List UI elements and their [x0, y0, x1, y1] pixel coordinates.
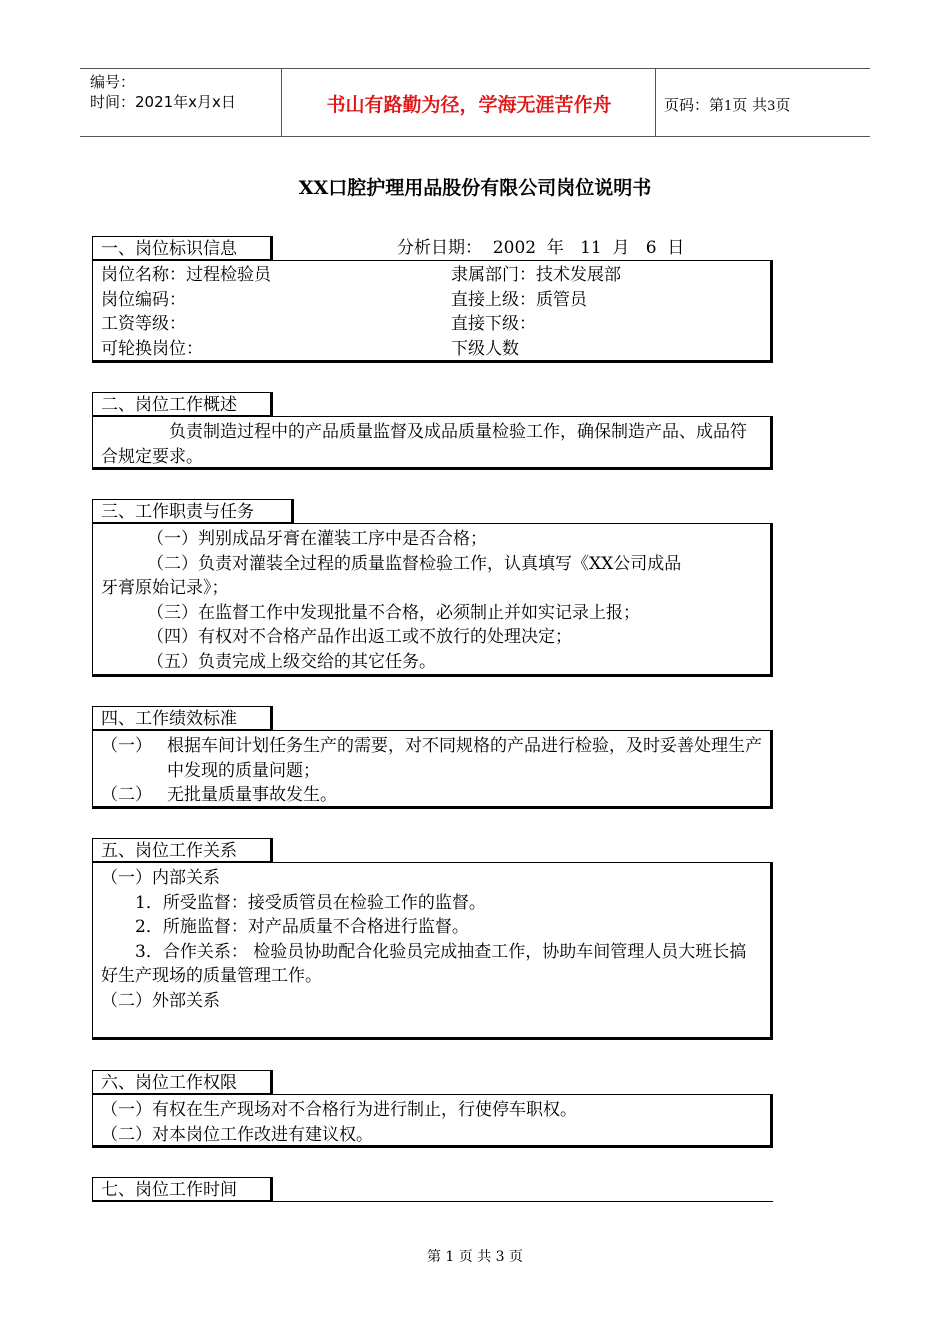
section-heading-work-time: 七、岗位工作时间 [92, 1177, 273, 1202]
header-motto: 书山有路勤为径，学海无涯苦作舟 [326, 94, 612, 116]
identification-box [92, 260, 773, 363]
header-bottom-rule [80, 136, 870, 137]
section-heading-identification: 一、岗位标识信息 [92, 236, 273, 261]
time-label: 时间：2021年x月x日 [90, 93, 236, 111]
page-mid: 页 共 [732, 96, 768, 114]
section-heading-duties: 三、工作职责与任务 [92, 499, 294, 524]
page-footer: 第 1 页 共 3 页 [426, 1249, 524, 1265]
duty-item: 牙膏原始记录》； [101, 578, 229, 598]
relation-item: 1．所受监督：接受质管员在检验工作的监督。 [135, 892, 486, 913]
performance-item [101, 734, 762, 783]
info-cell: 隶属部门：技术发展部 [451, 265, 621, 285]
page-current: 1 [724, 99, 733, 114]
page-suffix: 页 [775, 96, 791, 114]
number-label: 编号： [90, 73, 136, 91]
relation-item: 3．合作关系： 检验员协助配合化验员完成抽查工作，协助车间管理人员大班长搞好生产现场的质量管理工作。 [101, 941, 747, 986]
performance-text: 无批量质量事故发生。 [167, 785, 337, 805]
section-heading-performance: 四、工作绩效标准 [92, 706, 273, 731]
section-rule [272, 1201, 773, 1202]
info-row [101, 263, 762, 288]
performance-box [92, 730, 773, 809]
authority-item: （二）对本岗位工作改进有建议权。 [101, 1124, 373, 1145]
performance-item [101, 783, 762, 808]
section-heading-overview: 二、岗位工作概述 [92, 392, 273, 417]
overview-box [92, 416, 773, 470]
external-relations-label: （二）外部关系 [101, 990, 220, 1011]
performance-label: （一） [101, 736, 152, 756]
info-cell: 工资等级： [101, 314, 186, 334]
info-row [101, 312, 762, 337]
authority-item: （一）有权在生产现场对不合格行为进行制止，行使停车职权。 [101, 1100, 577, 1120]
info-cell: 岗位名称：过程检验员 [101, 265, 271, 285]
page-total: 3 [767, 99, 776, 114]
relation-item: 2．所施监督：对产品质量不合格进行监督。 [135, 917, 469, 937]
info-row [101, 288, 762, 313]
header-page-info [664, 94, 790, 115]
header-top-rule [80, 68, 870, 69]
internal-relations-label: （一）内部关系 [101, 868, 220, 888]
duties-box [92, 523, 773, 677]
duty-item: （二）负责对灌装全过程的质量监督检验工作，认真填写《XX公司成品 [147, 553, 682, 574]
overview-text: 负责制造过程中的产品质量监督及成品质量检验工作，确保制造产品、成品符合规定要求。 [101, 422, 747, 467]
info-cell: 直接上级：质管员 [451, 289, 587, 310]
duty-item: （五）负责完成上级交给的其它任务。 [147, 651, 436, 672]
duty-item: （三）在监督工作中发现批量不合格，必须制止并如实记录上报； [147, 602, 640, 623]
performance-text: 根据车间计划任务生产的需要，对不同规格的产品进行检验，及时妥善处理生产中发现的质量问题； [167, 736, 762, 781]
section-heading-authority: 六、岗位工作权限 [92, 1070, 273, 1095]
info-cell: 直接下级： [451, 314, 536, 334]
section-heading-relations: 五、岗位工作关系 [92, 838, 273, 863]
duty-item: （四）有权对不合格产品作出返工或不放行的处理决定； [147, 627, 572, 647]
document-title: XX口腔护理用品股份有限公司岗位说明书 [298, 177, 652, 199]
duty-item: （一）判别成品牙膏在灌装工序中是否合格； [147, 529, 487, 549]
analysis-date: 分析日期： 2002 年 11 月 6 日 [397, 238, 685, 258]
info-cell: 可轮换岗位： [101, 338, 203, 359]
header-meta [90, 72, 236, 112]
info-row [101, 337, 762, 362]
authority-box [92, 1094, 773, 1148]
info-cell: 下级人数 [451, 338, 519, 359]
info-cell: 岗位编码： [101, 289, 186, 310]
relations-box [92, 862, 773, 1040]
page-prefix: 页码：第 [664, 96, 725, 114]
performance-label: （二） [101, 785, 152, 805]
